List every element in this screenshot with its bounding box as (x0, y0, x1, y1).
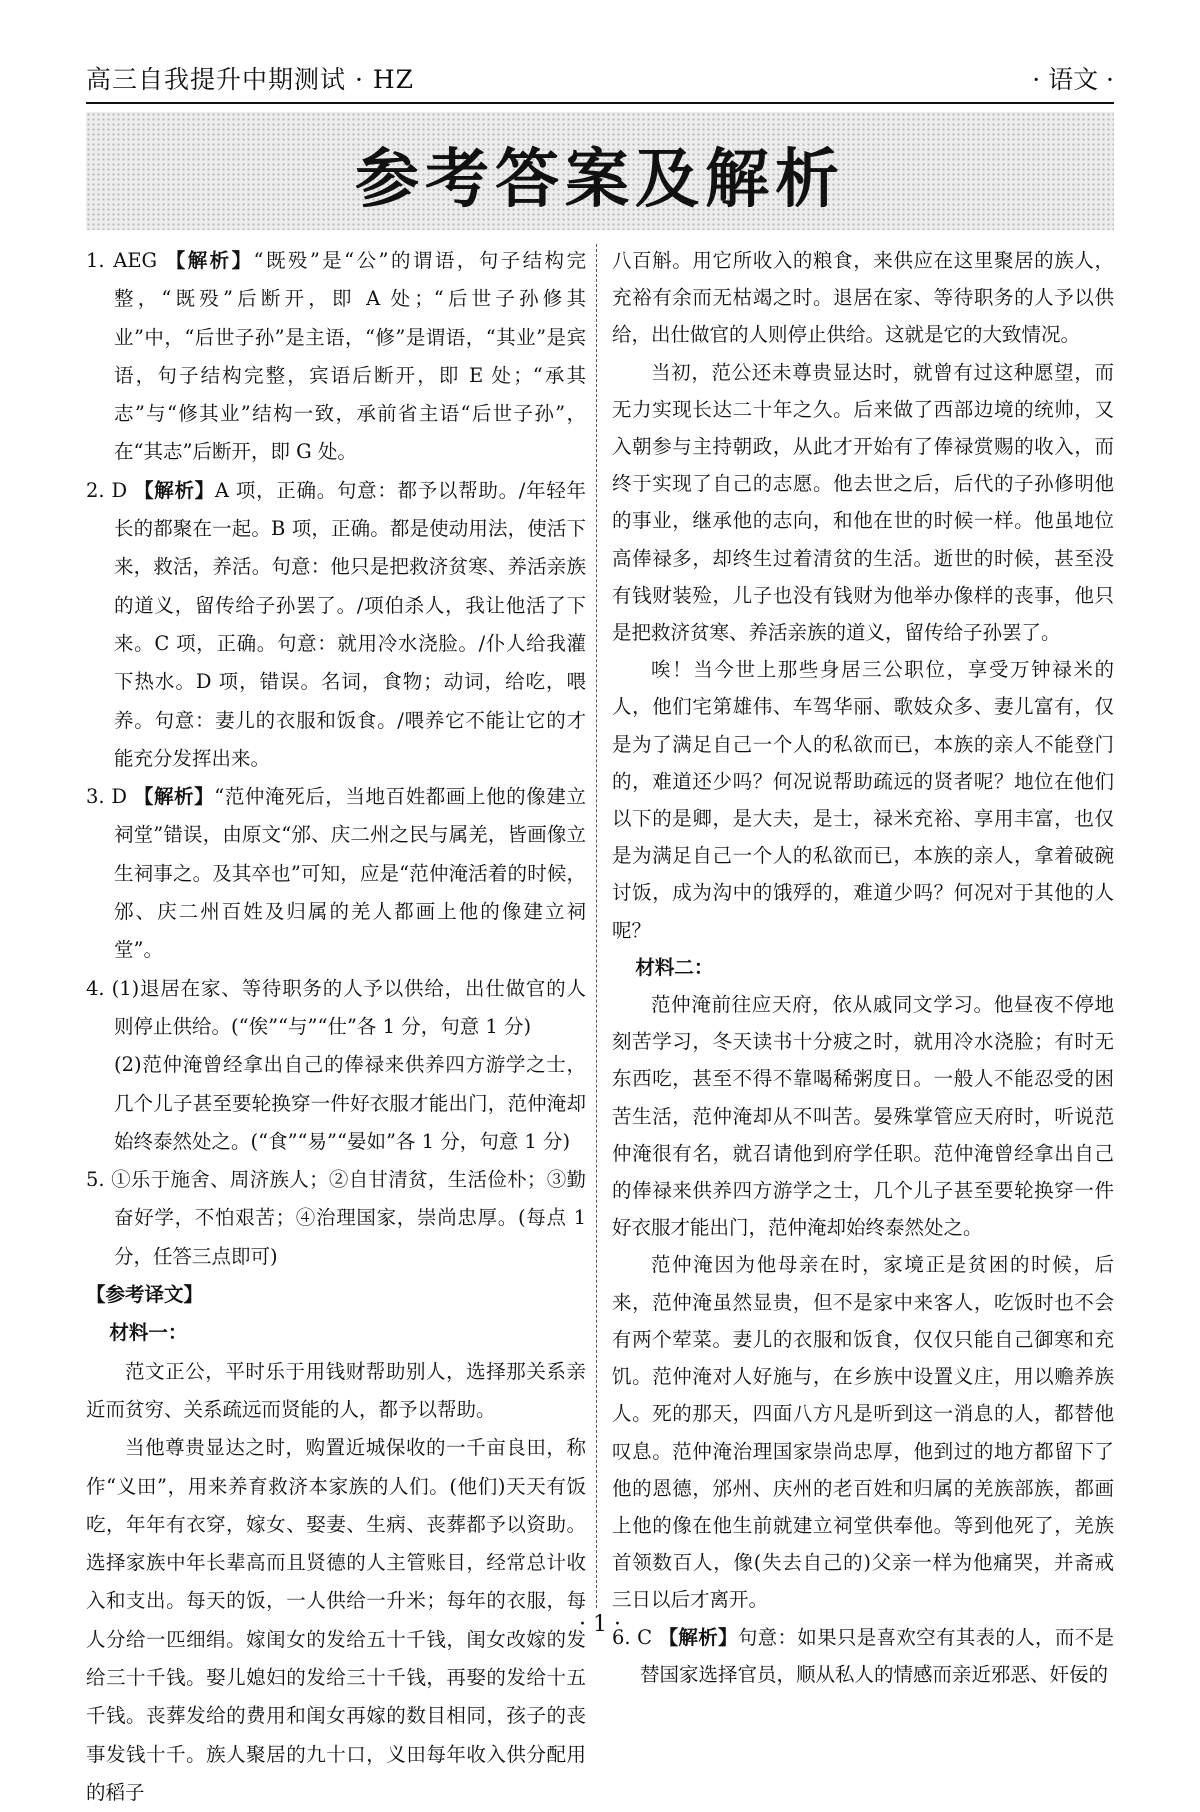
material-1-paragraph: 当他尊贵显达之时，购置近城保收的一千亩良田，称作“义田”，用来养育救济本家族的人们。(他们)天天有饭吃，年年有衣穿，嫁女、娶妻、生病、丧葬都予以资助。选择家族中年长辈高而且贤德的人主管账目，经常总计收入和支出。每天的饭，一人供给一升米；每年的衣服，每人分给一匹细绢。嫁闺女的发给五十千钱，闺女改嫁的发给三十千钱。娶儿媳妇的发给三十千钱，再娶的发给十五千钱。丧葬发给的费用和闺女再嫁的数目相同，孩子的丧事发钱十千。族人聚居的九十口，义田每年收入供分配用的稻子 (86, 1436, 586, 1804)
analysis-tag: 【解析】 (658, 1625, 738, 1649)
answer-1-number: 1. AEG (86, 249, 158, 272)
answer-3 (86, 778, 586, 969)
material-1-paragraph: 唉！当今世上那些身居三公职位，享受万钟禄米的人，他们宅第雄伟、车驾华丽、歌妓众多、妻儿富有，仅是为了满足自己一个人的私欲而已，本族的亲人不能登门的，难道还少吗？何况说帮助疏远的贤者呢？地位在他们以下的是卿，是大夫，是士，禄米充裕、享用丰富，也仅是为满足自己一个人的私欲而已，本族的亲人，拿着破碗讨饭，成为沟中的饿殍的，难道少吗？何况对于其他的人呢？ (612, 658, 1114, 942)
answer-2-number: 2. D (86, 478, 128, 502)
answer-2 (86, 472, 586, 778)
answer-6-number: 6. C (612, 1625, 653, 1649)
column-divider (596, 244, 597, 1608)
material-2-paragraph: 范仲淹因为他母亲在时，家境正是贫困的时候，后来，范仲淹虽然显贵，但不是家中来客人，吃饭时也不会有两个荤菜。妻儿的衣服和饭食，仅仅只能自己御寒和充饥。范仲淹对人好施与，在乡族中设置义庄，用以赡养族人。死的那天，四面八方凡是听到这一消息的人，都替他叹息。范仲淹治理国家崇尚忠厚，他到过的地方都留下了他的恩德，邠州、庆州的老百姓和归属的羌族部族，都画上他的像在他生前就建立祠堂供奉他。等到他死了，羌族首领数百人，像(失去自己的)父亲一样为他痛哭，并斋戒三日以后才离开。 (612, 1253, 1114, 1612)
answer-4-part-2 (86, 1046, 586, 1161)
answer-2-text: A 项，正确。句意：都予以帮助。/年轻年长的都聚在一起。B 项，正确。都是使动用法，使活下来，救活，养活。句意：他只是把救济贫寒、养活亲族的道义，留传给子孙罢了。/项伯杀人，我让他活了下来。C 项，正确。句意：就用冷水浇脸。/仆人给我灌下热水。D 项，错误。名词，食物；动词，给吃，喂养。句意：妻儿的衣服和饭食。/喂养它不能让它的才能充分发挥出来。 (114, 478, 586, 770)
answer-1-text: “既殁”是“公”的谓语，句子结构完整，“既殁”后断开，即 A 处；“后世子孙修其业”中，“后世子孙”是主语，“修”是谓语，“其业”是宾语，句子结构完整，宾语后断开，即 E 处；“承其志”与“修其业”结构一致，承前省主语“后世子孙”，在“其志”后断开，即 G 处。 (114, 249, 586, 464)
page-number: · 1 · (579, 1612, 621, 1637)
title-banner (86, 112, 1114, 230)
analysis-tag: 【解析】 (133, 785, 215, 809)
material-1-paragraph: 当初，范公还未尊贵显达时，就曾有过这种愿望，而无力实现长达二十年之久。后来做了西部边境的统帅，又入朝参与主持朝政，从此才开始有了俸禄赏赐的收入，而终于实现了自己的志愿。他去世之后，后代的子孙修明他的事业，继承他的志向，和他在世的时候一样。他虽地位高俸禄多，却终生过着清贫的生活。逝世的时候，甚至没有钱财装殓，儿子也没有钱财为他举办像样的丧事，他只是把救济贫寒、养活亲族的道义，留传给子孙罢了。 (612, 360, 1114, 645)
banner-title: 参考答案及解析 (355, 143, 845, 217)
material-1-paragraph-continued: 八百斛。用它所收入的粮食，来供应在这里聚居的族人，充裕有余而无枯竭之时。退居在家、等待职务的人予以供给，出仕做官的人则停止供给。这就是它的大致情况。 (612, 249, 1114, 347)
answer-1 (86, 242, 586, 472)
material-2-paragraph: 范仲淹前往应天府，依从戚同文学习。他昼夜不停地刻苦学习，冬天读书十分疲之时，就用冷水浇脸；有时无东西吃，甚至不得不靠喝稀粥度日。一般人不能忍受的困苦生活，范仲淹却从不叫苦。晏殊掌管应天府时，听说范仲淹很有名，就召请他到府学任职。范仲淹曾经拿出自己的俸禄来供养四方游学之士，几个儿子甚至要轮换穿一件好衣服才能出门，范仲淹却始终泰然处之。 (612, 993, 1114, 1240)
right-column (612, 242, 1114, 1693)
analysis-tag: 【解析】 (165, 249, 254, 272)
exam-title: 高三自我提升中期测试 · HZ (86, 65, 415, 94)
answer-3-number: 3. D (86, 785, 128, 809)
answer-6-text: 句意：如果只是喜欢空有其表的人，而不是替国家选择官员，顺从私人的情感而亲近邪恶、奸佞的 (640, 1625, 1114, 1686)
answer-4-part-2-text: (2)范仲淹曾经拿出自己的俸禄来供养四方游学之士，几个儿子甚至要轮换穿一件好衣服才能出门，范仲淹却始终泰然处之。(“食”“易”“晏如”各 1 分，句意 1 分) (114, 1053, 586, 1153)
answer-4-part-1: 4. (1)退居在家、等待职务的人予以供给，出仕做官的人则停止供给。(“俟”“与”“仕”各 1 分，句意 1 分) (86, 976, 586, 1038)
page-header (86, 60, 1114, 104)
answer-5: 5. ①乐于施舍、周济族人；②自甘清贫，生活俭朴；③勤奋好学，不怕艰苦；④治理国家，崇尚忠厚。(每点 1 分，任答三点即可) (86, 1168, 586, 1268)
left-column (86, 242, 586, 1812)
analysis-tag: 【解析】 (134, 478, 215, 502)
answer-3-text: “范仲淹死后，当地百姓都画上他的像建立祠堂”错误，由原文“邠、庆二州之民与属羌，皆画像立生祠事之。及其卒也”可知，应是“范仲淹活着的时候，邠、庆二州百姓及归属的羌人都画上他的像建立祠堂”。 (114, 785, 586, 962)
material-1-heading: 材料一： (109, 1321, 188, 1345)
translation-heading: 【参考译文】 (86, 1283, 204, 1307)
subject-label: · 语文 · (1032, 65, 1114, 94)
material-1-paragraph: 范文正公，平时乐于用钱财帮助别人，选择那关系亲近而贫穷、关系疏远而贤能的人，都予以帮助。 (86, 1359, 586, 1421)
material-2-heading: 材料二： (635, 955, 714, 979)
